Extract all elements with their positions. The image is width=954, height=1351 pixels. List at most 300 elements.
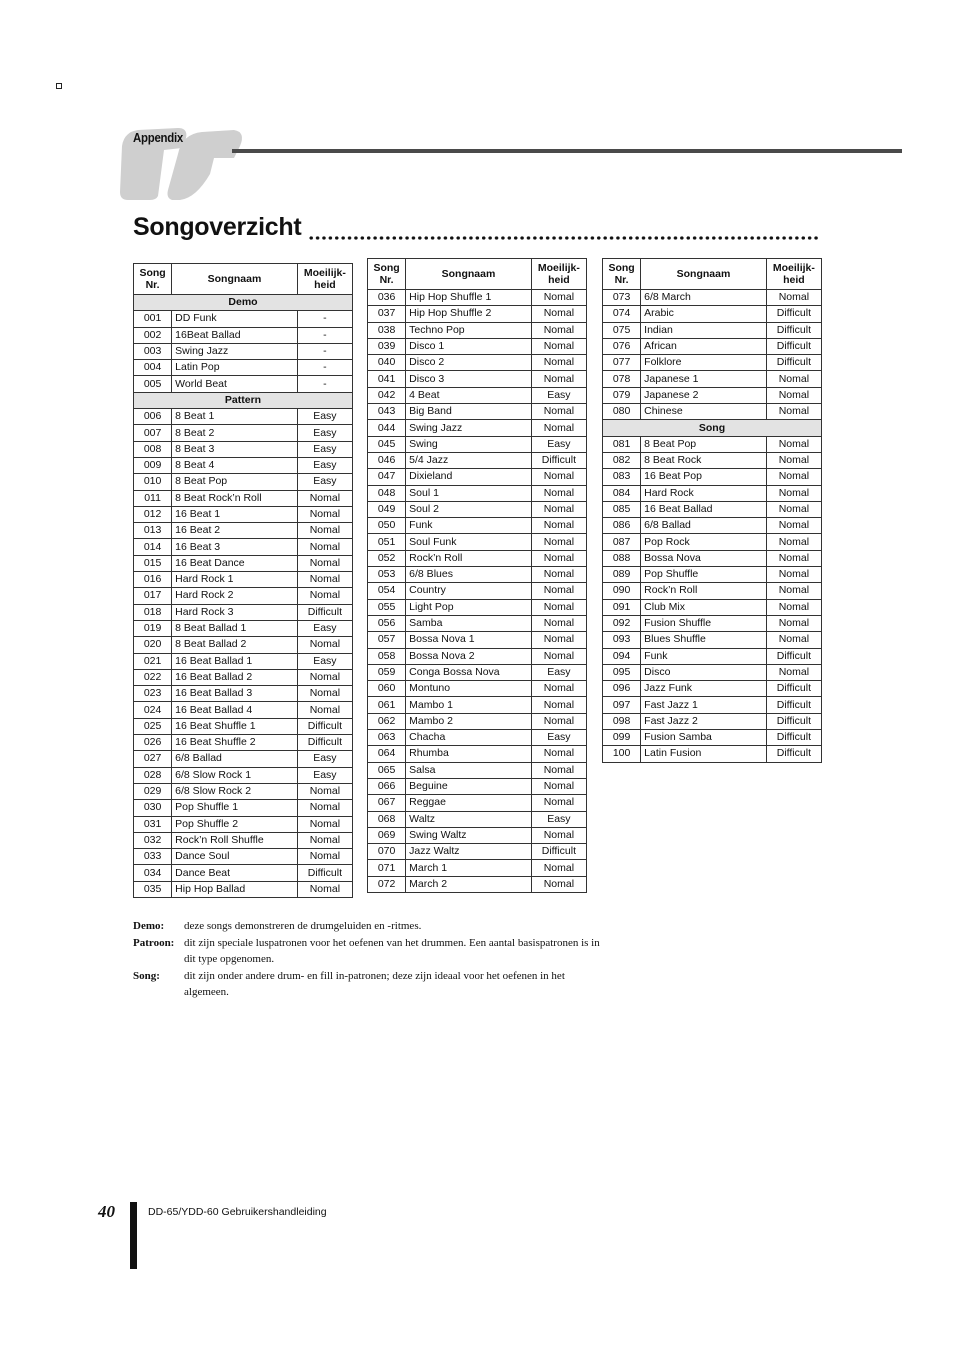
- difficulty: Nomal: [531, 795, 586, 811]
- difficulty: Difficult: [297, 865, 352, 881]
- song-number: 001: [134, 311, 172, 327]
- song-name: 8 Beat Rock’n Roll: [172, 490, 298, 506]
- song-number: 053: [368, 567, 406, 583]
- difficulty: Easy: [297, 474, 352, 490]
- song-number: 100: [603, 746, 641, 762]
- song-name: Arabic: [641, 306, 767, 322]
- difficulty: Nomal: [531, 876, 586, 892]
- difficulty: Easy: [531, 387, 586, 403]
- song-name: Montuno: [406, 681, 532, 697]
- table-row: [134, 506, 353, 522]
- song-name: Disco: [641, 664, 767, 680]
- song-name: Hard Rock 2: [172, 588, 298, 604]
- song-name: African: [641, 338, 767, 354]
- song-name: Fusion Shuffle: [641, 615, 767, 631]
- table-row: [134, 441, 353, 457]
- song-number: 095: [603, 664, 641, 680]
- table-row: [134, 637, 353, 653]
- song-number: 022: [134, 669, 172, 685]
- table-row: [603, 452, 822, 468]
- song-table-1: [133, 263, 353, 898]
- difficulty: Nomal: [531, 371, 586, 387]
- song-name: 8 Beat Ballad 1: [172, 620, 298, 636]
- difficulty: Easy: [531, 730, 586, 746]
- difficulty: Nomal: [766, 583, 821, 599]
- difficulty: Nomal: [297, 506, 352, 522]
- difficulty: Nomal: [531, 827, 586, 843]
- song-name: 8 Beat 3: [172, 441, 298, 457]
- song-number: 012: [134, 506, 172, 522]
- song-number: 096: [603, 681, 641, 697]
- difficulty: Nomal: [297, 637, 352, 653]
- difficulty: Nomal: [531, 501, 586, 517]
- song-number: 062: [368, 713, 406, 729]
- difficulty: -: [297, 343, 352, 359]
- difficulty: Nomal: [531, 778, 586, 794]
- difficulty: Nomal: [297, 572, 352, 588]
- difficulty: Easy: [531, 811, 586, 827]
- table-row: [368, 860, 587, 876]
- song-number: 010: [134, 474, 172, 490]
- note-term: Demo:: [133, 920, 165, 932]
- difficulty: Nomal: [531, 485, 586, 501]
- song-name: Bossa Nova 2: [406, 648, 532, 664]
- difficulty: Nomal: [766, 501, 821, 517]
- table-row: [368, 387, 587, 403]
- song-name: Disco 2: [406, 355, 532, 371]
- song-number: 005: [134, 376, 172, 392]
- song-number: 055: [368, 599, 406, 615]
- song-name: 16 Beat Shuffle 2: [172, 735, 298, 751]
- song-number: 079: [603, 387, 641, 403]
- song-name: Latin Fusion: [641, 746, 767, 762]
- song-name: Hard Rock 1: [172, 572, 298, 588]
- song-number: 080: [603, 404, 641, 420]
- difficulty: Nomal: [297, 816, 352, 832]
- table-row: [368, 550, 587, 566]
- table-row: [134, 409, 353, 425]
- song-name: Fast Jazz 1: [641, 697, 767, 713]
- song-number: 089: [603, 567, 641, 583]
- difficulty: Difficult: [531, 844, 586, 860]
- difficulty: Nomal: [766, 632, 821, 648]
- song-name: 16 Beat 2: [172, 523, 298, 539]
- song-number: 076: [603, 338, 641, 354]
- song-table-3: [602, 258, 822, 763]
- difficulty: Nomal: [297, 490, 352, 506]
- song-name: Swing Jazz: [406, 420, 532, 436]
- table-row: [368, 811, 587, 827]
- difficulty: Nomal: [531, 322, 586, 338]
- table-row: [603, 713, 822, 729]
- song-number: 082: [603, 452, 641, 468]
- difficulty: Nomal: [531, 306, 586, 322]
- difficulty: Nomal: [531, 632, 586, 648]
- table-row: [134, 588, 353, 604]
- column-header-songnaam: Songnaam: [641, 259, 767, 290]
- song-name: 16 Beat Pop: [641, 469, 767, 485]
- column-header-difficulty: Moeilijk-heid: [766, 259, 821, 290]
- difficulty: Nomal: [766, 371, 821, 387]
- table-row: [134, 702, 353, 718]
- table-row: [368, 681, 587, 697]
- difficulty: Nomal: [297, 783, 352, 799]
- difficulty: Nomal: [297, 832, 352, 848]
- song-number: 067: [368, 795, 406, 811]
- table-row: [368, 371, 587, 387]
- song-name: 8 Beat Pop: [641, 436, 767, 452]
- song-number: 086: [603, 518, 641, 534]
- song-number: 058: [368, 648, 406, 664]
- table-row: [603, 664, 822, 680]
- table-row: [134, 539, 353, 555]
- difficulty: Difficult: [766, 306, 821, 322]
- table-row: [368, 697, 587, 713]
- song-name: Soul 2: [406, 501, 532, 517]
- table-row: [368, 648, 587, 664]
- difficulty: Nomal: [297, 881, 352, 897]
- song-name: Pop Shuffle: [641, 567, 767, 583]
- song-name: March 2: [406, 876, 532, 892]
- song-name: Disco 1: [406, 338, 532, 354]
- table-row: [134, 457, 353, 473]
- table-row: [368, 501, 587, 517]
- song-number: 090: [603, 583, 641, 599]
- table-row: [134, 604, 353, 620]
- table-row: [603, 648, 822, 664]
- table-row: [134, 865, 353, 881]
- song-number: 035: [134, 881, 172, 897]
- table-row: [134, 474, 353, 490]
- song-name: Samba: [406, 615, 532, 631]
- table-row: [603, 599, 822, 615]
- difficulty: Nomal: [766, 469, 821, 485]
- table-row: [603, 306, 822, 322]
- page-number: 40: [98, 1202, 115, 1221]
- song-name: Mambo 1: [406, 697, 532, 713]
- note-term: Patroon:: [133, 936, 175, 949]
- section-label: Demo: [134, 295, 353, 311]
- song-number: 029: [134, 783, 172, 799]
- song-name: Pop Shuffle 2: [172, 816, 298, 832]
- song-name: Bossa Nova 1: [406, 632, 532, 648]
- song-number: 065: [368, 762, 406, 778]
- song-name: Funk: [406, 518, 532, 534]
- column-header-song-nr: Song Nr.: [603, 259, 641, 290]
- song-name: 16 Beat 3: [172, 539, 298, 555]
- table-row: [603, 632, 822, 648]
- table-row: [368, 664, 587, 680]
- table-row: [368, 762, 587, 778]
- song-number: 057: [368, 632, 406, 648]
- song-number: 075: [603, 322, 641, 338]
- song-name: 8 Beat Rock: [641, 452, 767, 468]
- difficulty: Nomal: [766, 436, 821, 452]
- footer-bar: [130, 1202, 137, 1269]
- song-number: 021: [134, 653, 172, 669]
- song-number: 072: [368, 876, 406, 892]
- song-number: 094: [603, 648, 641, 664]
- difficulty: Difficult: [531, 452, 586, 468]
- difficulty: Nomal: [766, 599, 821, 615]
- column-header-difficulty: Moeilijk-heid: [531, 259, 586, 290]
- song-name: Indian: [641, 322, 767, 338]
- section-row: [134, 392, 353, 408]
- difficulty: Nomal: [766, 567, 821, 583]
- table-row: [134, 816, 353, 832]
- table-row: [603, 615, 822, 631]
- song-number: 015: [134, 555, 172, 571]
- note-term: Song:: [133, 969, 160, 982]
- column-header-songnaam: Songnaam: [406, 259, 532, 290]
- table-row: [603, 550, 822, 566]
- song-number: 047: [368, 469, 406, 485]
- song-name: Latin Pop: [172, 360, 298, 376]
- table-row: [603, 436, 822, 452]
- table-row: [134, 849, 353, 865]
- table-row: [603, 697, 822, 713]
- difficulty: Nomal: [531, 404, 586, 420]
- difficulty: Easy: [297, 653, 352, 669]
- table-row: [368, 844, 587, 860]
- song-name: Jazz Funk: [641, 681, 767, 697]
- song-name: Chinese: [641, 404, 767, 420]
- difficulty: Nomal: [531, 290, 586, 306]
- song-number: 099: [603, 730, 641, 746]
- difficulty: Nomal: [531, 355, 586, 371]
- song-number: 098: [603, 713, 641, 729]
- table-row: [134, 800, 353, 816]
- song-number: 019: [134, 620, 172, 636]
- difficulty: Easy: [297, 751, 352, 767]
- song-number: 018: [134, 604, 172, 620]
- table-row: [368, 567, 587, 583]
- section-label: Pattern: [134, 392, 353, 408]
- table-row: [134, 783, 353, 799]
- song-name: Bossa Nova: [641, 550, 767, 566]
- difficulty: Nomal: [766, 550, 821, 566]
- table-row: [603, 681, 822, 697]
- song-name: Swing Jazz: [172, 343, 298, 359]
- table-row: [368, 322, 587, 338]
- table-row: [603, 387, 822, 403]
- song-table-2: [367, 258, 587, 893]
- note-text: dit zijn onder andere drum- en fill in-patronen; deze zijn ideaal voor het oefenen in het algemeen.: [184, 969, 565, 998]
- song-number: 083: [603, 469, 641, 485]
- song-name: Beguine: [406, 778, 532, 794]
- song-name: 6/8 Slow Rock 2: [172, 783, 298, 799]
- song-number: 042: [368, 387, 406, 403]
- table-row: [368, 338, 587, 354]
- table-row: [368, 518, 587, 534]
- title-dot-leader: [308, 236, 818, 240]
- song-number: 048: [368, 485, 406, 501]
- song-number: 040: [368, 355, 406, 371]
- difficulty: -: [297, 327, 352, 343]
- song-name: 6/8 Slow Rock 1: [172, 767, 298, 783]
- difficulty: -: [297, 360, 352, 376]
- song-name: Hard Rock 3: [172, 604, 298, 620]
- table-row: [134, 523, 353, 539]
- difficulty: Easy: [297, 425, 352, 441]
- song-name: Japanese 1: [641, 371, 767, 387]
- header-rule: [232, 149, 902, 153]
- song-name: Jazz Waltz: [406, 844, 532, 860]
- song-name: Dance Beat: [172, 865, 298, 881]
- song-name: Country: [406, 583, 532, 599]
- song-name: Swing Waltz: [406, 827, 532, 843]
- song-name: Waltz: [406, 811, 532, 827]
- song-name: 16 Beat 1: [172, 506, 298, 522]
- table-row: [134, 376, 353, 392]
- difficulty: Nomal: [766, 387, 821, 403]
- song-number: 092: [603, 615, 641, 631]
- song-number: 069: [368, 827, 406, 843]
- difficulty: Nomal: [766, 534, 821, 550]
- song-number: 024: [134, 702, 172, 718]
- song-number: 039: [368, 338, 406, 354]
- song-number: 052: [368, 550, 406, 566]
- song-number: 045: [368, 436, 406, 452]
- table-row: [134, 620, 353, 636]
- table-row: [603, 322, 822, 338]
- song-name: Mambo 2: [406, 713, 532, 729]
- song-number: 081: [603, 436, 641, 452]
- table-row: [134, 767, 353, 783]
- song-number: 049: [368, 501, 406, 517]
- song-number: 074: [603, 306, 641, 322]
- difficulty: Nomal: [531, 338, 586, 354]
- song-number: 036: [368, 290, 406, 306]
- song-number: 027: [134, 751, 172, 767]
- table-row: [603, 730, 822, 746]
- note-song: [133, 968, 603, 1001]
- table-row: [603, 518, 822, 534]
- song-number: 025: [134, 718, 172, 734]
- song-number: 051: [368, 534, 406, 550]
- song-name: Hip Hop Shuffle 2: [406, 306, 532, 322]
- difficulty: Easy: [297, 620, 352, 636]
- difficulty: Nomal: [297, 849, 352, 865]
- difficulty: Nomal: [531, 518, 586, 534]
- song-name: Reggae: [406, 795, 532, 811]
- song-name: World Beat: [172, 376, 298, 392]
- table-row: [134, 555, 353, 571]
- section-row: [134, 295, 353, 311]
- column-header-songnaam: Songnaam: [172, 264, 298, 295]
- table-row: [368, 827, 587, 843]
- song-number: 084: [603, 485, 641, 501]
- song-name: 16 Beat Ballad 3: [172, 686, 298, 702]
- column-header-song-nr: Song Nr.: [134, 264, 172, 295]
- song-name: 16Beat Ballad: [172, 327, 298, 343]
- table-row: [368, 436, 587, 452]
- difficulty: Nomal: [531, 469, 586, 485]
- corner-crop-mark: [56, 83, 62, 89]
- table-row: [368, 615, 587, 631]
- difficulty: -: [297, 311, 352, 327]
- song-name: Folklore: [641, 355, 767, 371]
- table-row: [603, 501, 822, 517]
- table-row: [603, 355, 822, 371]
- table-row: [603, 534, 822, 550]
- song-number: 032: [134, 832, 172, 848]
- song-name: Conga Bossa Nova: [406, 664, 532, 680]
- song-name: 8 Beat Pop: [172, 474, 298, 490]
- table-row: [368, 290, 587, 306]
- song-number: 054: [368, 583, 406, 599]
- difficulty: Difficult: [766, 322, 821, 338]
- song-number: 016: [134, 572, 172, 588]
- difficulty: Nomal: [297, 686, 352, 702]
- song-number: 038: [368, 322, 406, 338]
- song-name: Hip Hop Shuffle 1: [406, 290, 532, 306]
- column-header-difficulty: Moeilijk-heid: [297, 264, 352, 295]
- table-row: [603, 583, 822, 599]
- song-number: 077: [603, 355, 641, 371]
- song-name: 8 Beat Ballad 2: [172, 637, 298, 653]
- table-row: [134, 669, 353, 685]
- difficulty: Easy: [297, 767, 352, 783]
- song-name: Rhumba: [406, 746, 532, 762]
- song-number: 031: [134, 816, 172, 832]
- table-row: [368, 713, 587, 729]
- table-row: [134, 572, 353, 588]
- song-number: 059: [368, 664, 406, 680]
- song-number: 013: [134, 523, 172, 539]
- table-row: [134, 686, 353, 702]
- difficulty: Difficult: [297, 718, 352, 734]
- difficulty: Nomal: [297, 702, 352, 718]
- difficulty: Nomal: [531, 583, 586, 599]
- song-name: Rock’n Roll Shuffle: [172, 832, 298, 848]
- song-number: 006: [134, 409, 172, 425]
- table-row: [368, 306, 587, 322]
- difficulty: Easy: [531, 664, 586, 680]
- song-name: 8 Beat 2: [172, 425, 298, 441]
- song-name: 5/4 Jazz: [406, 452, 532, 468]
- song-number: 023: [134, 686, 172, 702]
- difficulty: Difficult: [766, 697, 821, 713]
- song-number: 093: [603, 632, 641, 648]
- table-row: [134, 360, 353, 376]
- difficulty: Nomal: [531, 697, 586, 713]
- difficulty: Nomal: [297, 523, 352, 539]
- difficulty: Nomal: [531, 550, 586, 566]
- song-name: 16 Beat Ballad 1: [172, 653, 298, 669]
- song-name: 16 Beat Dance: [172, 555, 298, 571]
- table-row: [368, 420, 587, 436]
- note-text: deze songs demonstreren de drumgeluiden en -ritmes.: [184, 920, 422, 932]
- song-name: Hip Hop Ballad: [172, 881, 298, 897]
- table-row: [368, 599, 587, 615]
- song-number: 044: [368, 420, 406, 436]
- difficulty: Nomal: [531, 599, 586, 615]
- song-number: 064: [368, 746, 406, 762]
- song-number: 073: [603, 290, 641, 306]
- song-number: 033: [134, 849, 172, 865]
- table-row: [134, 490, 353, 506]
- note-demo: [133, 918, 603, 935]
- table-row: [134, 832, 353, 848]
- song-name: 16 Beat Ballad: [641, 501, 767, 517]
- table-row: [603, 371, 822, 387]
- song-number: 070: [368, 844, 406, 860]
- difficulty: Nomal: [531, 746, 586, 762]
- difficulty: Easy: [297, 409, 352, 425]
- song-number: 020: [134, 637, 172, 653]
- difficulty: Nomal: [531, 713, 586, 729]
